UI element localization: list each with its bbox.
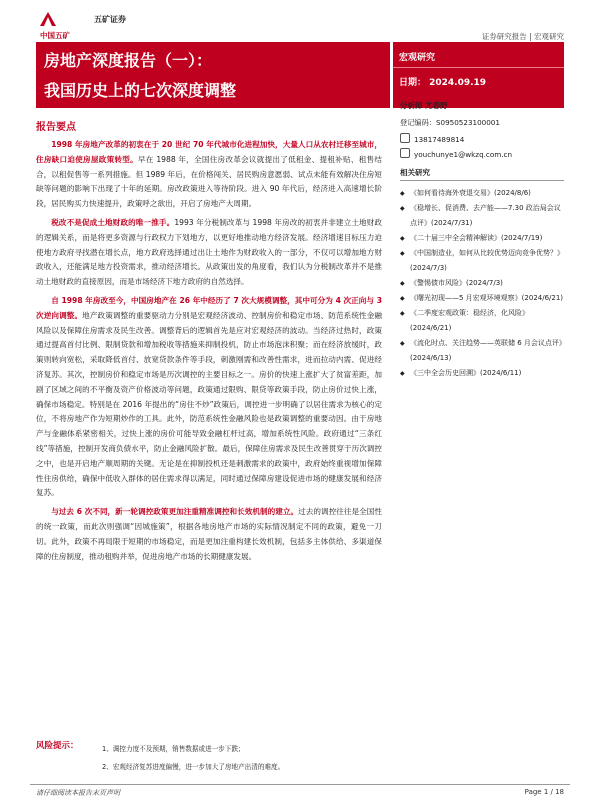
email-address[interactable]: youchunye1@wkzq.com.cn xyxy=(414,150,513,159)
paragraph-text: 早在 1988 年，全国住房改革会议就提出了低租金、提租补贴、租售结合，以租促售等一系列措施。但 1989 年后，在价格闯关、居民购房意愿弱、试点未能有效解决住房短缺等问题的影响下出现了十年的延期。房改政策进入等待阶段。进入 90 年代后，经济进入高速增长阶段，居民购买力快速提升，政策呼之欲出，开启了房地产大周期。 xyxy=(36,154,382,209)
list-item[interactable]: ◆ 《二季度宏观政策：稳经济，化风险》(2024/6/21) xyxy=(400,306,566,336)
analyst-phone xyxy=(400,133,464,144)
risk-heading: 风险提示： xyxy=(36,741,79,751)
paragraph-lead: 与过去 6 次不同，新一轮调控政策更加注重精准调控和长效机制的建立。 xyxy=(51,507,299,517)
meta-banner xyxy=(393,42,564,108)
list-item[interactable]: ◆ 《中国制造业，如何从比较优势迈向竞争优势？》(2024/7/3) xyxy=(400,246,566,276)
report-title-line1: 房地产深度报告（一）： xyxy=(44,51,213,70)
company-logo xyxy=(36,10,136,42)
report-category: 宏观研究 xyxy=(399,53,436,63)
report-title-line2: 我国历史上的七次深度调整 xyxy=(44,81,237,100)
logo-mark-icon xyxy=(40,12,56,26)
title-banner xyxy=(36,42,390,108)
analyst-name: 分析师 尤春野 xyxy=(400,101,448,110)
paragraph-lead: 自 1998 年房改至今，中国房地产在 26 年中经历了 7 次大规模调整，其中可分为 4 次正向与 3 次逆向调整。 xyxy=(36,295,382,320)
related-research-heading: 相关研究 xyxy=(400,168,430,177)
page-number: Page 1 / 18 xyxy=(524,788,564,796)
brand-name: 五矿证券 xyxy=(94,15,126,24)
paragraph-text: 地产政策调整的重要驱动力分别是宏观经济波动、控制房价和稳定市场、防范系统性金融风险以及保障住房需求及民生改善。调整背后的逻辑首先是应对宏观经济的波动。当经济过热时，政策通过提高首付比例、限制贷款和增加税收等措施来抑制投机，防止市场泡沫积聚；而在经济放缓时，政策则转向宽松，采取降低首付、放宽贷款条件等手段，刺激刚需和改善性需求，进而拉动内需、促进经济复苏。其次，控制房价和稳定市场是历次调控的主要目标之一。房价的快速上涨扩大了贫富差距，加剧了区域之间的不平衡及资产价格波动等问题，政策通过限购、限贷等政策手段，防止房价过快上涨，确保市场稳定。特别是在 2016 年提出的“房住不炒”政策后，调控进一步明确了以居住需求为核心的定位，不将房地产作为短期炒作的工具。此外，防范系统性金融风险也是政策调整的重要动因。由于房地产与金融体系紧密相关，过快上涨的房价可能导致金融杠杆过高，增加系统性风险。政府通过“三条红线”等措施，控制开发商负债水平，防止金融风险扩散。最后，保障住房需求及民生改善贯穿于历次调控之中，也是开启地产顺周期的关键。无论是在抑制投机还是刺激需求的政策中，政府始终重视增加保障性住房供给，确保中低收入群体的居住需求得以满足，同时通过保障房建设促进市场的健康发展和经济复苏。 xyxy=(36,310,383,498)
email-icon xyxy=(400,148,410,158)
report-body xyxy=(36,136,382,568)
list-item[interactable]: ◆ 《二十届三中全会精神解读》(2024/7/19) xyxy=(400,231,566,246)
paragraph xyxy=(36,505,382,564)
registration-number: 登记编码：S0950523100001 xyxy=(400,118,500,127)
list-item[interactable]: ◆ 《稳增长、促消费、去产能——7.30 政治局会议点评》(2024/7/31) xyxy=(400,201,566,231)
related-divider xyxy=(400,180,564,181)
analyst-email[interactable] xyxy=(400,148,512,159)
paragraph-text: 过去的调控往往是全国性的统一政策，而此次则强调“因城施策”，根据各地房地产市场的实际情况制定不同的政策，避免一刀切。此外，政策不再局限于短期的市场稳定，而是更加注重构建长效机制，包括多主体供给、多渠道保障的住房制度，推动租购并举，促进房地产市场的长期健康发展。 xyxy=(36,507,382,561)
list-item[interactable]: ◆ 《警惕债市风险》(2024/7/3) xyxy=(400,276,566,291)
related-research-list xyxy=(400,186,566,381)
paragraph xyxy=(36,216,382,290)
list-item[interactable]: ◆ 《三中全会历史回溯》(2024/6/11) xyxy=(400,366,566,381)
paragraph-lead: 1998 年房地产改革的初衷在于 20 世纪 70 年代城市化进程加快，大量人口从农村迁移至城市，住房缺口迫使房屋政策转型。 xyxy=(36,140,382,164)
risk-item: 2、宏观经济复苏进度偏慢，进一步加大了房地产出清的难度。 xyxy=(102,763,285,771)
paragraph-lead: 税改不是促成土地财政的唯一推手。 xyxy=(51,217,175,227)
footer-disclaimer: 请仔细阅读本报告末页声明 xyxy=(36,789,120,797)
footer-divider xyxy=(30,784,570,785)
paragraph xyxy=(36,294,382,501)
key-points-heading: 报告要点 xyxy=(36,122,76,133)
brand-sub: 中国五矿 xyxy=(40,31,70,40)
risk-item: 1、调控力度不及预期，销售数据或进一步下跌； xyxy=(102,745,245,753)
list-item[interactable]: ◆ 《曙光初现——5 月宏观环境观察》(2024/6/21) xyxy=(400,291,566,306)
list-item[interactable]: ◆ 《流化时点、关注趋势——英联储 6 月会议点评》(2024/6/13) xyxy=(400,336,566,366)
meta-divider xyxy=(393,67,564,68)
phone-icon xyxy=(400,133,410,143)
paragraph xyxy=(36,138,382,212)
report-date: 日期： 2024.09.19 xyxy=(399,78,487,88)
list-item[interactable]: ◆ 《如何看待海外衰退交易》(2024/8/6) xyxy=(400,186,566,201)
report-type-breadcrumb: 证券研究报告 | 宏观研究 xyxy=(481,32,564,41)
risk-list xyxy=(102,740,284,776)
paragraph-text: 1993 年分税制改革与 1998 年房改的初衷并非建立土地财政的逻辑关系，而是将更多资源与行政权力下划地方，以更好地推动地方经济发展。经济增速目标压力迫使地方政府寻找潜在增长点，地方政府选择通过出让土地作为财政收入的一部分，不仅可以增加地方财政收入，还能满足地方投资需求，推动经济增长。从政策出发的角度看，我们认为分税制改革并不是推动土地财政的直接原因，而是市场经济下地方政府的自然选择。 xyxy=(36,217,383,287)
phone-number: 13817489814 xyxy=(414,135,465,144)
